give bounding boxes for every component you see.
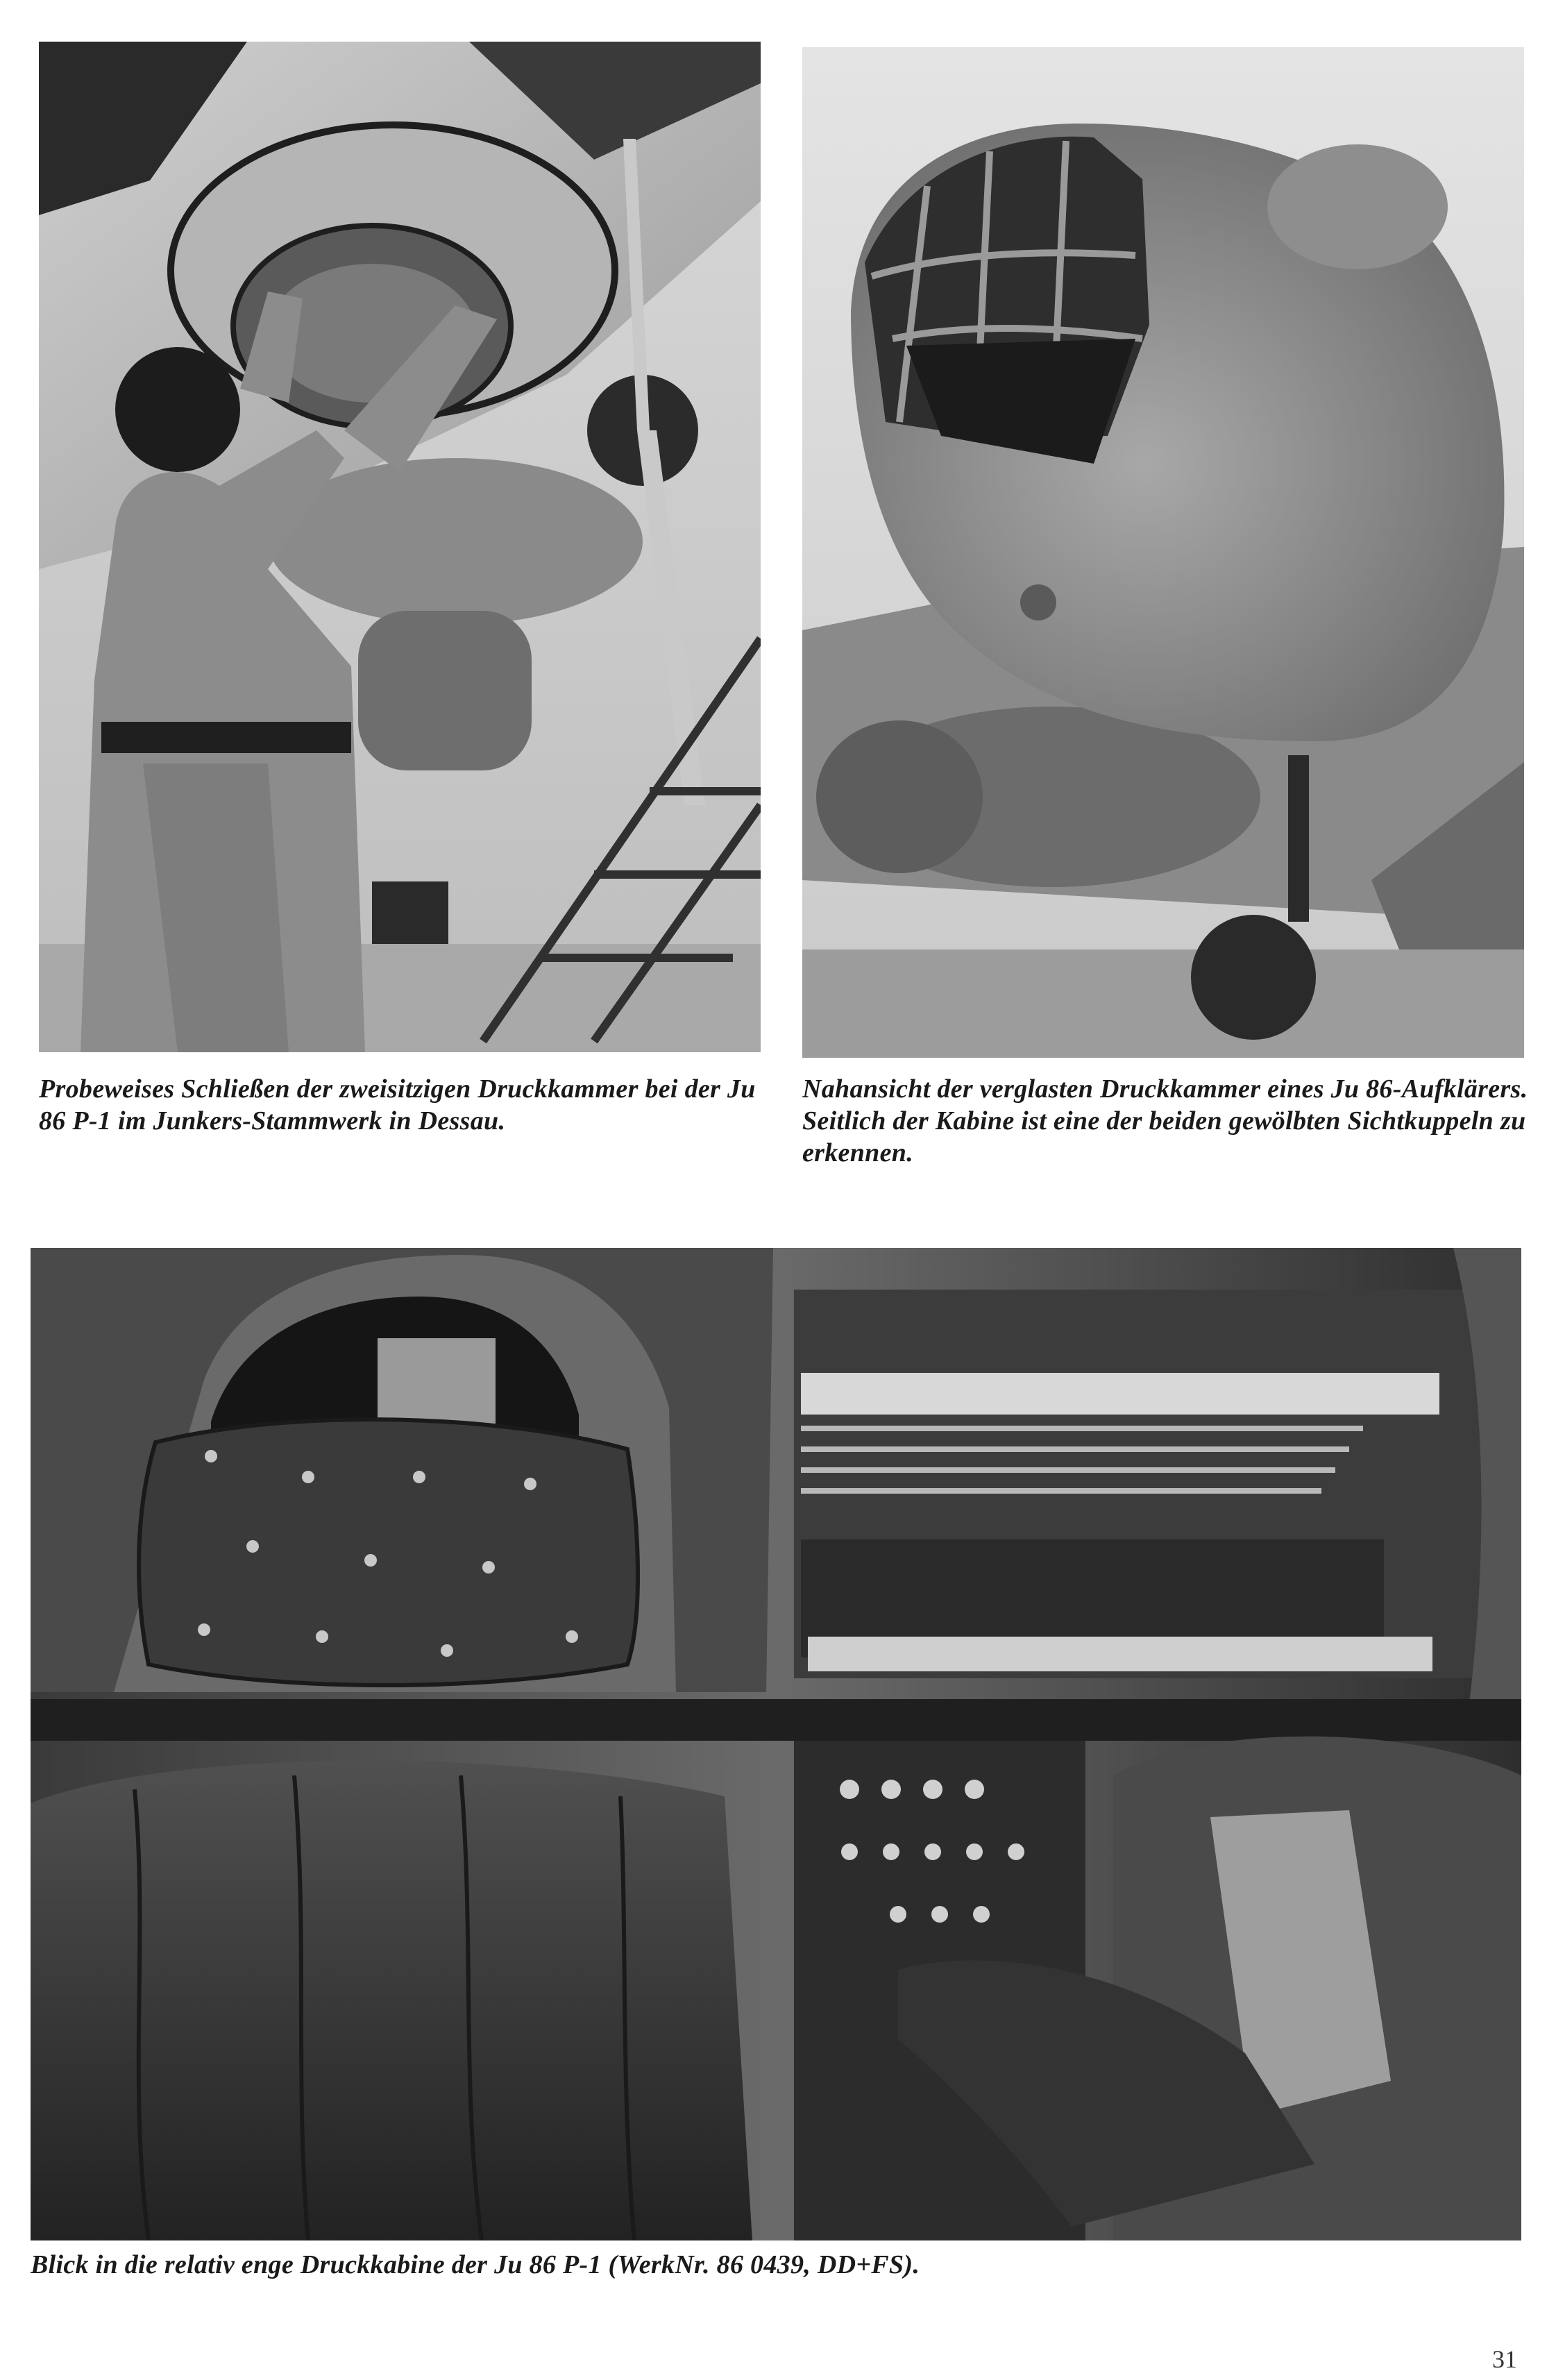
- page-number: 31: [1492, 2345, 1517, 2373]
- caption-photo-2: Nahansicht der verglasten Druckkammer eines Ju 86-Aufklärers. Seitlich der Kabine ist eine der beiden gewölbten Sichtkuppeln zu erkennen.: [802, 1074, 1528, 1167]
- photo-glazed-nose: [802, 47, 1524, 1058]
- photo-cabin-hatch: [39, 42, 761, 1052]
- caption-photo-3: Blick in die relativ enge Druckkabine der Ju 86 P-1 (WerkNr. 86 0439, DD+FS).: [31, 2250, 920, 2279]
- photo-cabin-interior: [31, 1248, 1521, 2240]
- caption-photo-1: Probeweises Schließen der zweisitzigen Druckkammer bei der Ju 86 P-1 im Junkers-Stammwerk in Dessau.: [39, 1074, 756, 1136]
